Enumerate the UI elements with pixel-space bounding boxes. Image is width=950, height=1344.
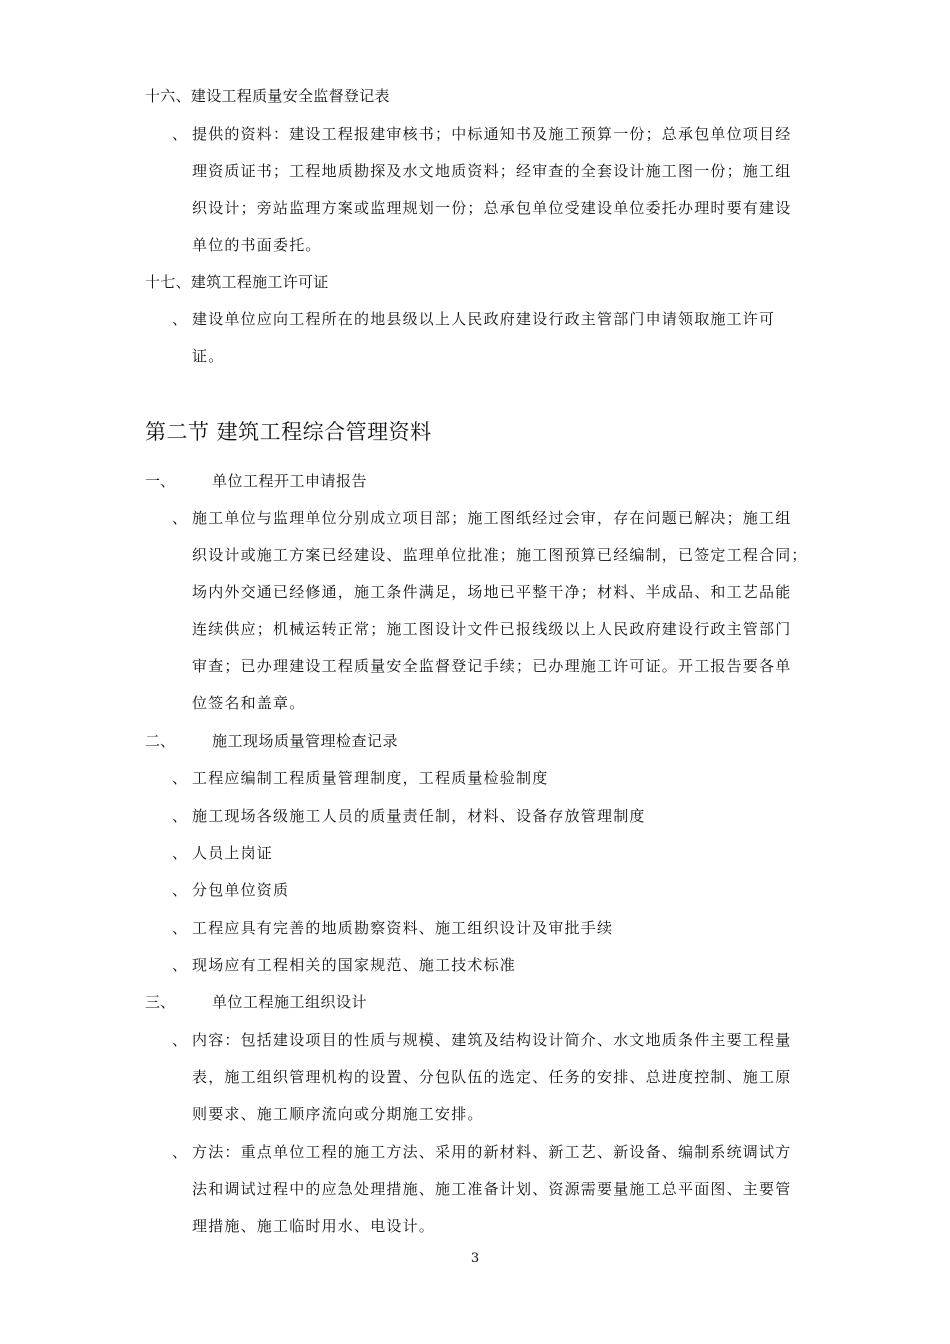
item-2-bullet-1: 工程应编制工程质量管理制度，工程质量检验制度 xyxy=(192,769,549,787)
bullet-mark: 、 xyxy=(172,807,188,825)
item-3-number: 三、 xyxy=(145,993,176,1011)
item-1-line-2: 织设计或施工方案已经建设、监理单位批准；施工图预算已经编制，已签定工程合同； xyxy=(192,546,808,564)
item-3-method-line-3: 理措施、施工临时用水、电设计。 xyxy=(192,1217,436,1235)
item-3-title: 单位工程施工组织设计 xyxy=(212,993,368,1011)
item-2-bullet-5: 工程应具有完善的地质勘察资料、施工组织设计及审批手续 xyxy=(192,919,614,937)
bullet-mark: 、 xyxy=(172,509,188,527)
item-3-content-line-3: 则要求、施工顺序流向或分期施工安排。 xyxy=(192,1105,484,1123)
bullet-mark: 、 xyxy=(172,310,188,328)
item-1-line-5: 审查；已办理建设工程质量安全监督登记手续；已办理施工许可证。开工报告要各单 xyxy=(192,657,792,675)
section-16-title: 十六、建设工程质量安全监督登记表 xyxy=(145,87,390,105)
section-16-line-4: 单位的书面委托。 xyxy=(192,236,322,254)
section-17-line-1: 建设单位应向工程所在的地县级以上人民政府建设行政主管部门申请领取施工许可 xyxy=(192,310,776,328)
bullet-mark: 、 xyxy=(172,844,188,862)
item-2-bullet-3: 人员上岗证 xyxy=(192,844,274,862)
item-2-title: 施工现场质量管理检查记录 xyxy=(212,732,399,750)
item-3-content-line-1: 内容：包括建设项目的性质与规模、建筑及结构设计简介、水文地质条件主要工程量 xyxy=(192,1031,792,1049)
item-1-line-4: 连续供应；机械运转正常；施工图设计文件已报线级以上人民政府建设行政主管部门 xyxy=(192,620,792,638)
bullet-mark: 、 xyxy=(172,1143,188,1161)
item-3-method-line-2: 法和调试过程中的应急处理措施、施工准备计划、资源需要量施工总平面图、主要管 xyxy=(192,1180,792,1198)
item-1-number: 一、 xyxy=(145,472,176,490)
item-1-line-3: 场内外交通已经修通，施工条件满足，场地已平整干净；材料、半成品、和工艺品能 xyxy=(192,583,792,601)
chapter-heading: 第二节 建筑工程综合管理资料 xyxy=(145,420,432,444)
bullet-mark: 、 xyxy=(172,881,188,899)
bullet-mark: 、 xyxy=(172,1031,188,1049)
bullet-mark: 、 xyxy=(172,956,188,974)
section-16-line-2: 理资质证书；工程地质勘探及水文地质资料；经审查的全套设计施工图一份；施工组 xyxy=(192,162,792,180)
section-16-line-3: 织设计；旁站监理方案或监理规划一份；总承包单位受建设单位委托办理时要有建设 xyxy=(192,199,792,217)
section-17-title: 十七、建筑工程施工许可证 xyxy=(145,273,329,291)
item-3-content-line-2: 表，施工组织管理机构的设置、分包队伍的选定、任务的安排、总进度控制、施工原 xyxy=(192,1068,792,1086)
item-1-title: 单位工程开工申请报告 xyxy=(212,472,368,490)
section-16-line-1: 提供的资料：建设工程报建审核书；中标通知书及施工预算一份；总承包单位项目经 xyxy=(192,125,792,143)
item-1-line-6: 位签名和盖章。 xyxy=(192,694,306,712)
page-number: 3 xyxy=(470,1251,480,1266)
bullet-mark: 、 xyxy=(172,125,188,143)
item-2-bullet-2: 施工现场各级施工人员的质量责任制，材料、设备存放管理制度 xyxy=(192,807,646,825)
section-17-line-2: 证。 xyxy=(192,347,225,365)
item-2-number: 二、 xyxy=(145,732,176,750)
item-3-method-line-1: 方法：重点单位工程的施工方法、采用的新材料、新工艺、新设备、编制系统调试方 xyxy=(192,1143,792,1161)
item-2-bullet-4: 分包单位资质 xyxy=(192,881,290,899)
bullet-mark: 、 xyxy=(172,769,188,787)
item-1-line-1: 施工单位与监理单位分别成立项目部；施工图纸经过会审，存在问题已解决；施工组 xyxy=(192,509,792,527)
bullet-mark: 、 xyxy=(172,919,188,937)
item-2-bullet-6: 现场应有工程相关的国家规范、施工技术标准 xyxy=(192,956,517,974)
